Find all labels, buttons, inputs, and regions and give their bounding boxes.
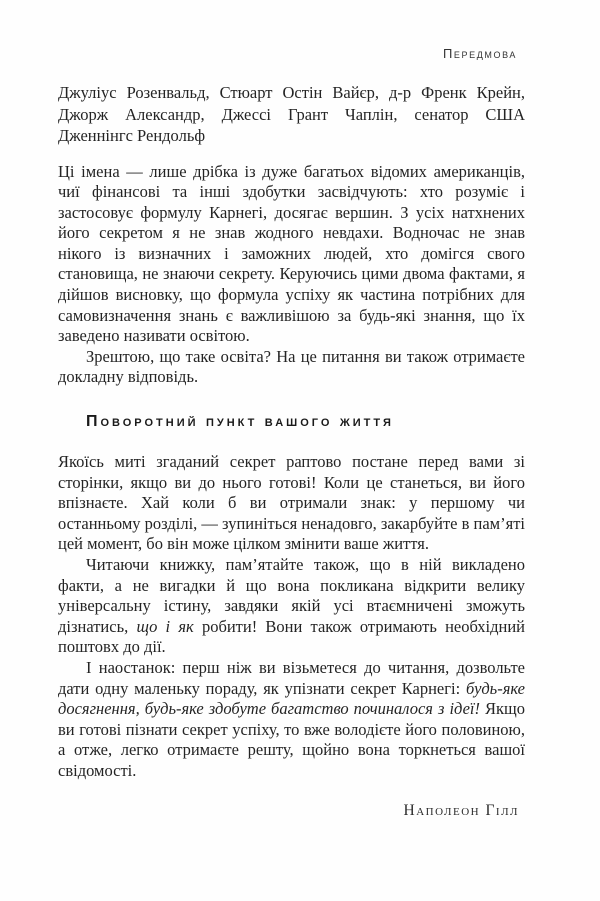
paragraph-advice-run-italic: будь-яке досягнення, будь-яке здобуте багатство починалося з ідеї! (58, 678, 525, 719)
paragraph-secret: Якоїсь миті згаданий секрет раптово постане перед вами зі сторінки, якщо ви до нього готові! Коли це станеться, ви його впізнаєте. Хай коли б ви отримали знак: у першому чи останньому розділі, — зупиніться ненадовго, закарбуйте в пам’яті цей момент, бо він може цілком змінити ваше життя. (58, 452, 525, 554)
section-heading: Поворотний пункт вашого життя (86, 413, 394, 431)
paragraph-facts-run-italic: що і як (136, 616, 194, 636)
running-head: Передмова (442, 46, 517, 61)
paragraph-advice (58, 658, 525, 782)
paragraph-education: Зрештою, що таке освіта? На це питання ви також отримаєте докладну відповідь. (58, 346, 525, 387)
paragraph-advice-run-regular: І наостанок: перш ніж ви візьметеся до читання, дозвольте дати одну маленьку пораду, як упізнати секрет Карнегі: (58, 657, 525, 698)
paragraph-intro: Ці імена — лише дрібка із дуже багатьох відомих американців, чиї фінансові та інші здобутки засвідчують: хто розуміє і застосовує формулу Карнегі, досягає вершин. З усіх натхнених його секретом я не знав жодного невдахи. Водночас не знав нікого із визначних і заможних людей, хто домігся свого становища, не знаючи секрету. Керуючись цими двома фактами, я дійшов висновку, що формула успіху як частина потрібних для самовизначення знань є важливішою за будь-які знання, що їх заведено називати освітою. (58, 161, 525, 346)
paragraph-facts-run-regular: Читаючи книжку, пам’ятайте також, що в ній викладено факти, а не вигадки й що вона покликана відкрити велику універсальну істину, завдяки якій усі втаємничені зможуть дізнатись, (58, 555, 525, 636)
paragraph-advice-run-regular-tail: Якщо ви готові пізнати секрет успіху, то вже володієте його половиною, а отже, легко отримаєте решту, щойно вона торкнеться вашої свідомості. (58, 699, 525, 780)
paragraph-facts-run-regular-tail: робити! Вони також отримають необхідний поштовх до дії. (58, 616, 525, 657)
paragraph-facts (58, 555, 525, 658)
author-signature: Наполеон Гілл (403, 801, 519, 819)
names-paragraph: Джуліус Розенвальд, Стюарт Остін Вайєр, д-р Френк Крейн, Джорж Александр, Джессі Грант Чаплін, сенатор США Дженнінгс Рендольф (58, 83, 525, 145)
